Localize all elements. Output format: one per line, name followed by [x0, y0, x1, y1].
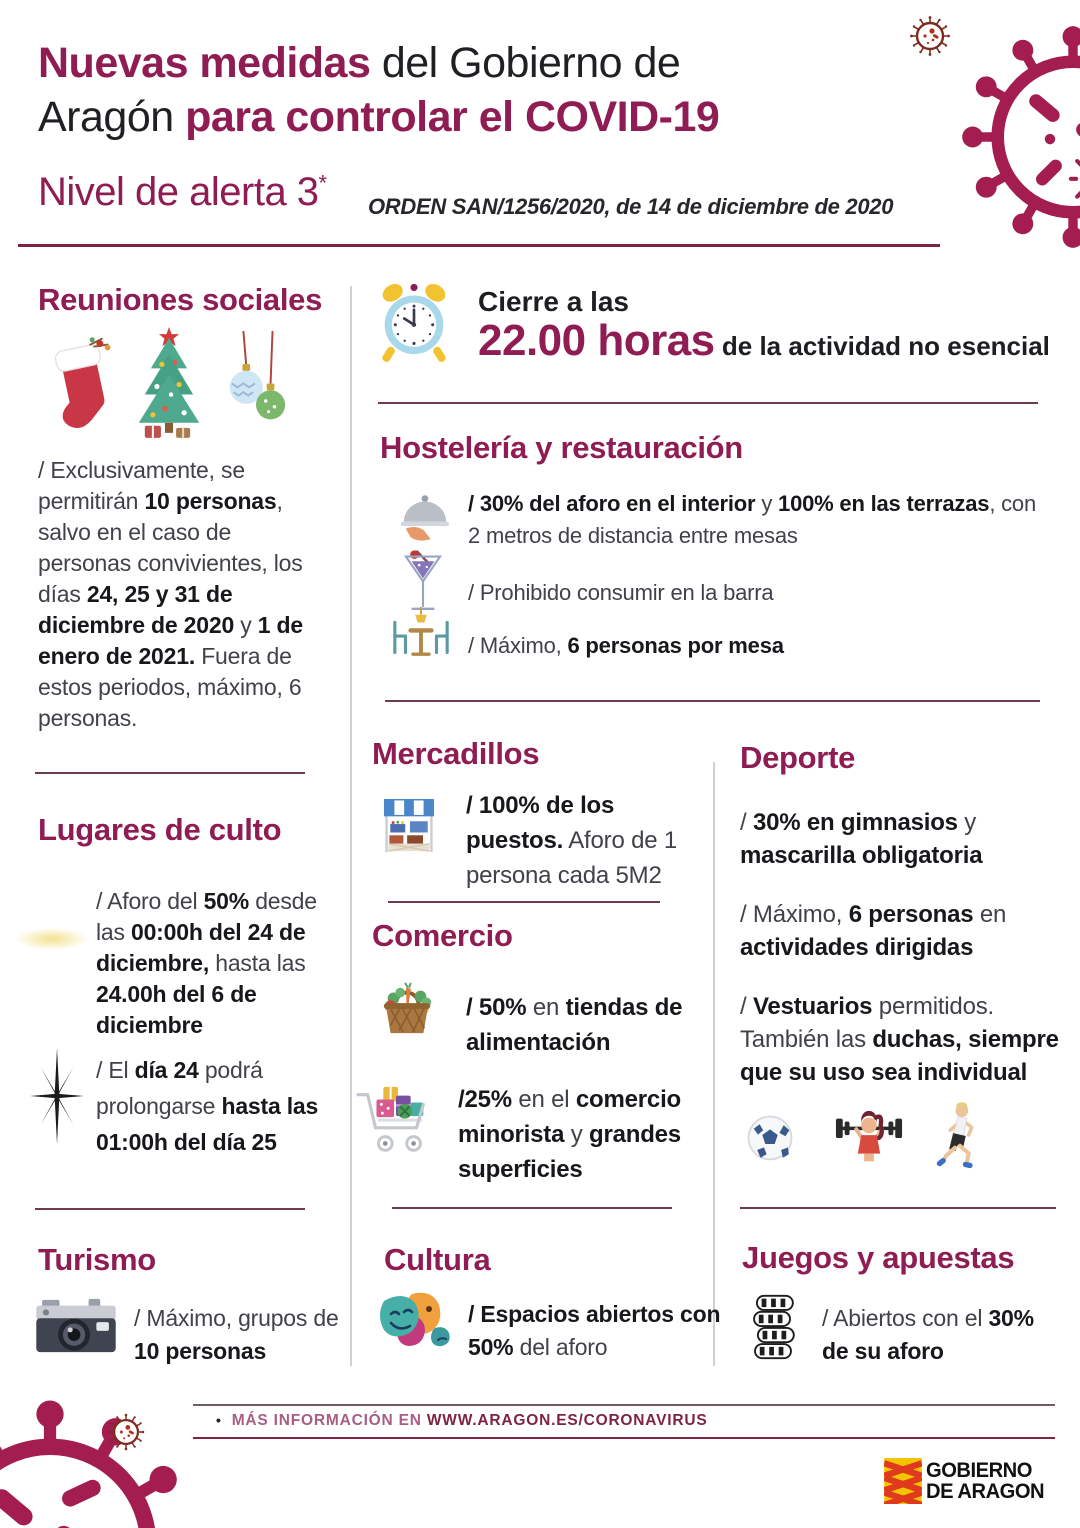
logo-text	[926, 1460, 1044, 1502]
curfew-intro: Cierre a las	[478, 286, 629, 317]
section-rule	[388, 901, 660, 903]
comercio-item-1: / 50% en tiendas de alimentación	[466, 994, 683, 1056]
culto-item-2: / El día 24 podrá prolongarse hasta las 01:00h del día 25	[96, 1057, 319, 1155]
aragon-flag-icon	[884, 1458, 922, 1504]
alarm-clock-icon	[374, 278, 454, 368]
order-reference: ORDEN SAN/1256/2020, de 14 de diciembre de 2020	[368, 194, 894, 219]
section-title-comercio: Comercio	[372, 918, 513, 953]
weightlifter-icon	[834, 1108, 904, 1172]
footer-bullet: •	[216, 1412, 222, 1428]
footer-label: MÁS INFORMACIÓN EN	[231, 1412, 427, 1429]
juegos-item: / Abiertos con el 30% de su aforo	[822, 1305, 1034, 1364]
page-title: Nuevas medidas del Gobierno de Aragón para controlar el COVID-19	[38, 39, 720, 141]
turismo-item: / Máximo, grupos de 10 personas	[134, 1305, 339, 1364]
alert-level: Nivel de alerta 3*	[38, 170, 327, 214]
section-title-deporte: Deporte	[740, 740, 856, 775]
bethlehem-star-icon	[28, 1048, 86, 1144]
curfew-tail: de la actividad no esencial	[714, 331, 1050, 361]
table-and-chairs-icon	[384, 606, 458, 668]
cultura-item: / Espacios abiertos con 50% del aforo	[468, 1301, 721, 1360]
poker-chips-icon	[748, 1292, 798, 1362]
culto-item-1: / Aforo del 50% desde las 00:00h del 24 de diciembre, hasta las 24.00h del 6 de diciembre	[96, 888, 317, 1038]
footer-rule-bottom	[193, 1437, 1055, 1439]
footer-rule-top	[193, 1404, 1055, 1406]
deporte-item-2: / Máximo, 6 personas en actividades dirigidas	[740, 901, 1007, 961]
hosteleria-item-3: / Máximo, 6 personas por mesa	[468, 633, 784, 658]
runner-icon	[932, 1102, 982, 1172]
coronavirus-large-icon	[0, 1395, 200, 1528]
serving-cloche-icon	[396, 490, 452, 542]
christmas-baubles-icon	[222, 330, 290, 434]
section-rule	[740, 1207, 1056, 1209]
section-rule	[392, 1207, 672, 1209]
column-divider-left	[350, 286, 352, 1366]
deporte-item-3: / Vestuarios permitidos. También las duchas, siempre que su uso sea individual	[740, 993, 1059, 1086]
deporte-item-1: / 30% en gimnasios y mascarilla obligatoria	[740, 809, 983, 869]
section-title-cultura: Cultura	[384, 1242, 491, 1277]
section-rule	[35, 772, 305, 774]
coronavirus-large-icon	[958, 22, 1080, 252]
food-basket-icon	[378, 980, 436, 1036]
light-glow-icon	[16, 928, 88, 950]
christmas-stocking-icon	[42, 330, 124, 448]
header-rule	[18, 244, 940, 247]
reuniones-text: / Exclusivamente, se permitirán 10 personas, salvo en el caso de personas convivientes, los días 24, 25 y 31 de diciembre de 2020 y 1 de enero de 2021. Fuera de estos periodos, máximo, 6 personas.	[38, 457, 303, 731]
logo-line-2: DE ARAGON	[926, 1480, 1045, 1503]
soccer-ball-icon	[746, 1114, 794, 1162]
shopping-cart-gifts-icon	[354, 1080, 438, 1162]
coronavirus-small-icon	[104, 1410, 148, 1454]
christmas-tree-icon	[128, 324, 210, 450]
section-title-hosteleria: Hostelería y restauración	[380, 430, 743, 465]
section-title-mercadillos: Mercadillos	[372, 736, 540, 771]
mercadillos-item: / 100% de los puestos. Aforo de 1 persona cada 5M2	[466, 792, 677, 889]
footer-url: WWW.ARAGON.ES/CORONAVIRUS	[426, 1412, 708, 1429]
coronavirus-small-icon	[906, 12, 954, 60]
section-title-reuniones: Reuniones sociales	[38, 282, 323, 317]
column-divider-right	[713, 762, 715, 1366]
section-rule	[378, 402, 1038, 404]
curfew-line	[478, 316, 1058, 366]
theater-masks-icon	[378, 1288, 458, 1360]
logo-line-1: GOBIERNO	[926, 1459, 1032, 1482]
comercio-item-2: /25% en el comercio minorista y grandes superficies	[458, 1086, 682, 1183]
footer-info	[216, 1412, 708, 1430]
hosteleria-item-2: / Prohibido consumir en la barra	[468, 580, 774, 605]
hosteleria-item-1: / 30% del aforo en el interior y 100% en las terrazas, con 2 metros de distancia entre mesas	[468, 491, 1037, 548]
camera-icon	[34, 1295, 118, 1357]
curfew-time: 22.00 horas	[478, 316, 715, 365]
section-title-culto: Lugares de culto	[38, 812, 282, 847]
section-rule	[35, 1208, 305, 1210]
section-title-turismo: Turismo	[38, 1242, 156, 1277]
market-stall-icon	[382, 796, 436, 854]
alert-asterisk: *	[318, 170, 327, 196]
gobierno-aragon-logo	[884, 1458, 1049, 1504]
section-title-juegos: Juegos y apuestas	[742, 1240, 1015, 1275]
section-rule	[385, 700, 1040, 702]
